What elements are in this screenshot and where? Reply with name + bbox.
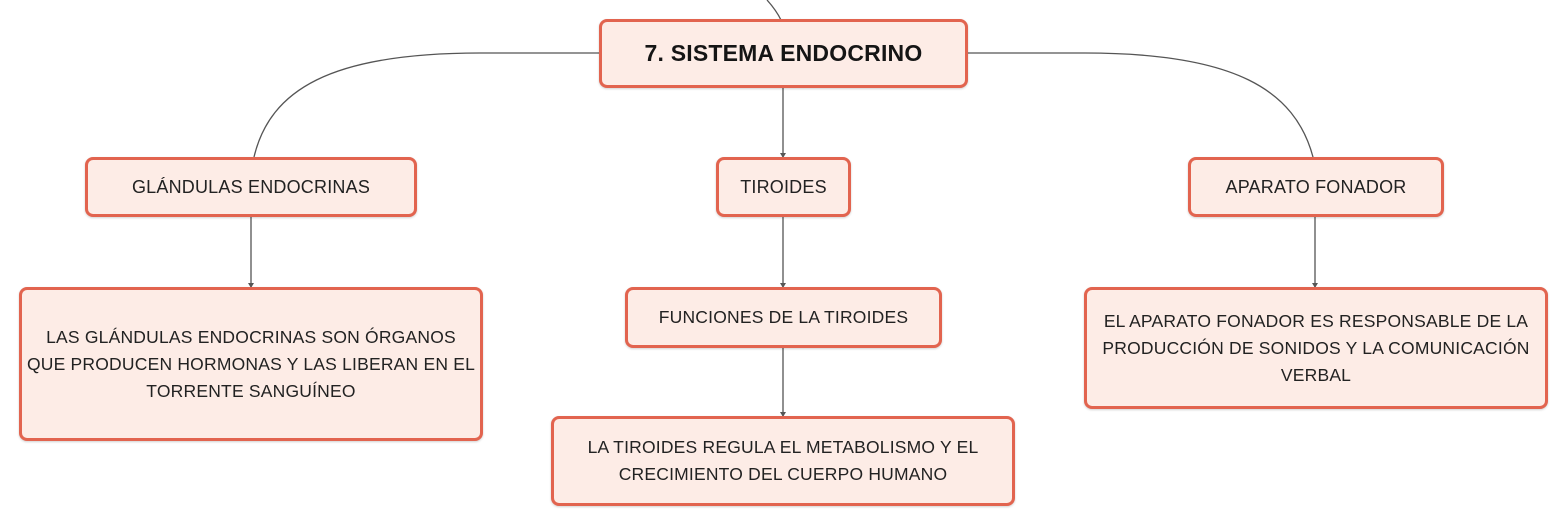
- root-node-label: 7. SISTEMA ENDOCRINO: [644, 40, 923, 66]
- branch-node-label: APARATO FONADOR: [1225, 176, 1407, 197]
- detail-node-text: FUNCIONES DE LA TIROIDES: [658, 307, 909, 327]
- branch-node-glandulas-endocrinas[interactable]: [85, 157, 417, 217]
- detail-node-text: EL APARATO FONADOR ES RESPONSABLE DE LA PRODUCCIÓN DE SONIDOS Y LA COMUNICACIÓN VERBAL: [1102, 310, 1530, 385]
- detail-node-glandulas-endocrinas[interactable]: [19, 287, 483, 441]
- detail-node-tiroides-metabolismo[interactable]: [551, 416, 1015, 506]
- detail-node-aparato-fonador[interactable]: [1084, 287, 1548, 409]
- branch-node-aparato-fonador[interactable]: [1188, 157, 1444, 217]
- connector-from-parent: [767, 0, 781, 20]
- detail-node-funciones-tiroides[interactable]: [625, 287, 942, 348]
- branch-node-label: GLÁNDULAS ENDOCRINAS: [131, 176, 371, 197]
- branch-node-label: TIROIDES: [740, 176, 827, 197]
- connector-root-to-aparato: [967, 53, 1313, 157]
- detail-node-text: LA TIROIDES REGULA EL METABOLISMO Y EL CRECIMIENTO DEL CUERPO HUMANO: [587, 437, 979, 484]
- branch-node-tiroides[interactable]: [716, 157, 851, 217]
- root-node[interactable]: [599, 19, 968, 88]
- connector-root-to-glandulas: [254, 53, 600, 157]
- detail-node-text: LAS GLÁNDULAS ENDOCRINAS SON ÓRGANOS QUE PRODUCEN HORMONAS Y LAS LIBERAN EN EL TORRENTE SANGUÍNEO: [26, 326, 476, 401]
